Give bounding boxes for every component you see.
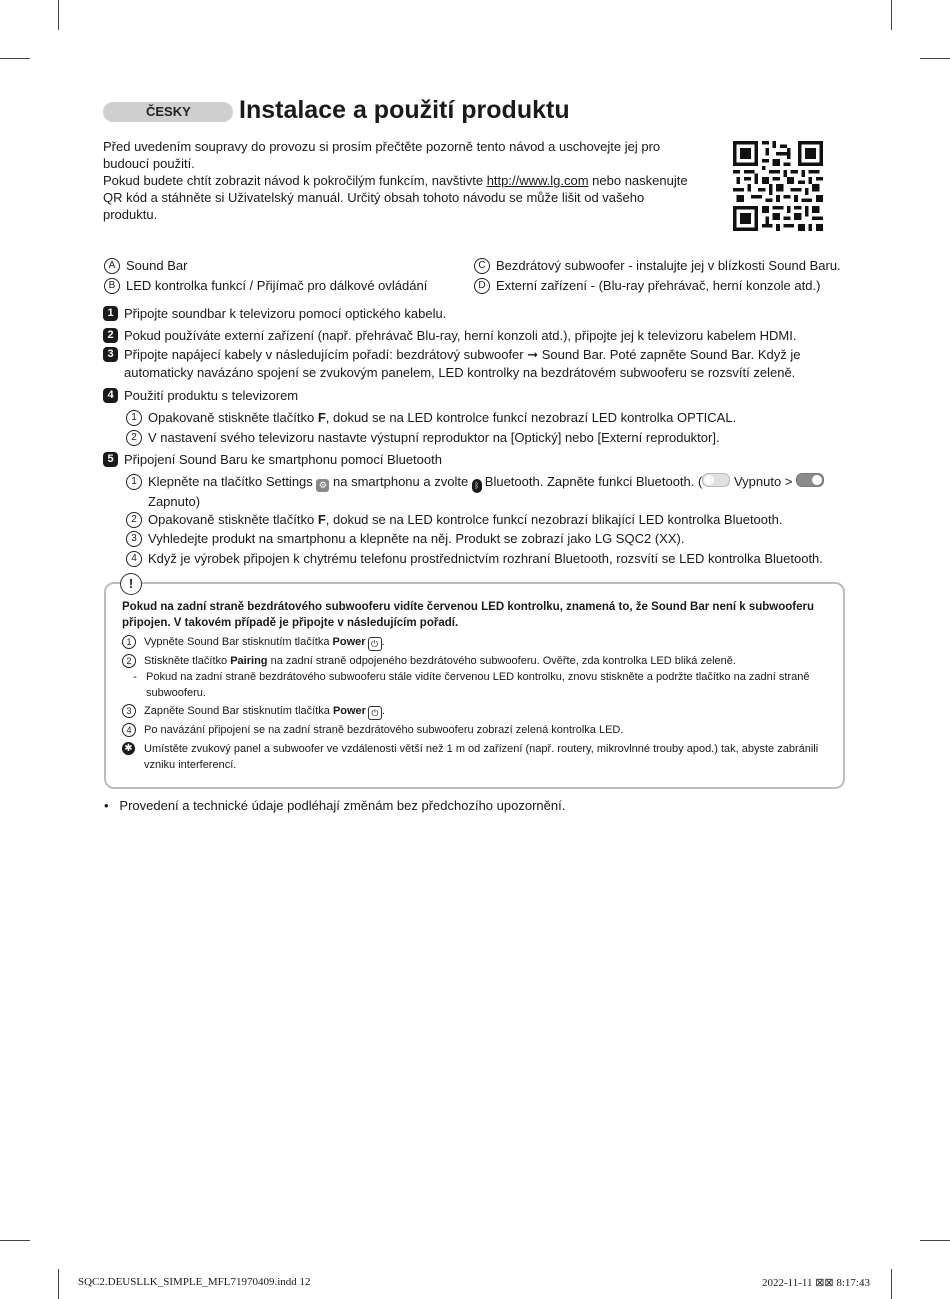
step-5 [103, 451, 843, 469]
sub-text-part: Když je výrobek připojen k chytrému telefonu prostřednictvím rozhraní [148, 551, 555, 566]
note-text-part: . [381, 636, 385, 648]
part-letter: A [104, 258, 120, 274]
crop-mark [58, 1269, 59, 1299]
tip-star-icon: ✱ [122, 742, 135, 755]
bluetooth-label: Bluetooth [723, 512, 779, 527]
sub-text-part: Opakovaně stiskněte tlačítko [148, 512, 318, 527]
sub-text-part: , dokud se na LED kontrolce funkcí nezobrazí LED kontrolka OPTICAL. [325, 410, 737, 425]
sub-text-part: Klepněte na tlačítko [148, 474, 266, 489]
sub-text [148, 511, 782, 529]
sub-text-part: , rozsvítí se LED kontrolka [609, 551, 765, 566]
step-4-sub-2 [126, 429, 846, 447]
crop-mark [920, 1240, 950, 1241]
sub-text-part: . ( [690, 474, 703, 489]
power-icon: ⏻ [368, 706, 382, 720]
footer-timestamp: 2022-11-11 ⊠⊠ 8:17:43 [761, 1277, 870, 1289]
sub-text-part: ) [195, 494, 201, 509]
toggle-off-icon [702, 473, 730, 487]
sub-number: 3 [126, 531, 142, 547]
step-4 [103, 387, 843, 405]
key-label: Power [332, 636, 366, 648]
note-text-part: . [381, 705, 386, 717]
note-item-4 [122, 722, 832, 738]
step-text [124, 346, 843, 382]
parts-list-left [104, 256, 427, 296]
note-text-part: Stiskněte tlačítko [144, 655, 231, 667]
step-number: 4 [103, 388, 118, 403]
dash-marker: - [133, 671, 137, 683]
crop-mark [891, 0, 892, 30]
step-text: Připojení Sound Baru ke smartphonu pomocí Bluetooth [124, 452, 442, 467]
sub-text-part: . Zapněte funkci [539, 474, 636, 489]
part-label: Externí zařízení - (Blu-ray přehrávač, herní konzole atd.) [496, 278, 821, 293]
chevron-right-icon: > [781, 474, 797, 489]
footnote [104, 797, 565, 815]
footnote-text: Provedení a technické údaje podléhají změnám bez předchozího upozornění. [119, 798, 566, 813]
bluetooth-label: Bluetooth [635, 474, 691, 489]
key-label: F [317, 512, 326, 527]
step-text: Použití produktu s televizorem [124, 388, 299, 403]
note-item-1 [122, 634, 832, 651]
parts-list-right [474, 256, 841, 296]
intro-line-2 [103, 172, 693, 223]
step-text-part: Připojte napájecí kabely v následujícím pořadí: bezdrátový subwoofer [124, 347, 528, 362]
qr-code-icon[interactable] [733, 141, 823, 231]
step-number: 5 [103, 452, 118, 467]
sub-number: 4 [126, 551, 142, 567]
intro-text-part: nebo naskenujte QR kód a stáhněte si Uživatelský manuál. Určitý obsah tohoto návodu se může lišit od vašeho produktu. [103, 173, 688, 222]
settings-gear-icon: ⚙ [316, 479, 329, 492]
crop-mark [0, 1240, 30, 1241]
note-text-part: na zadní straně odpojeného bezdrátového subwooferu. Ověřte, zda kontrolka LED bliká zeleně. [267, 655, 736, 667]
note-tip [122, 741, 832, 773]
step-text-part: Sound Bar. Poté zapněte Sound Bar. Když je automaticky navázáno spojení se zvukovým panelem, LED kontrolky na bezdrátovém subwooferu se rozsvítí zeleně. [124, 347, 801, 380]
sub-text [148, 473, 846, 511]
step-3 [103, 346, 843, 382]
sub-text-part: . [819, 551, 823, 566]
bluetooth-icon: ᛒ [472, 479, 482, 493]
part-letter: B [104, 278, 120, 294]
step-5-sub-1 [126, 473, 846, 511]
step-4-sub-1 [126, 409, 846, 427]
sub-text: V nastavení svého televizoru nastavte výstupní reproduktor na [Optický] nebo [Externí reproduktor]. [148, 430, 720, 445]
step-number: 3 [103, 347, 118, 362]
step-text: Připojte soundbar k televizoru pomocí optického kabelu. [124, 306, 447, 321]
intro-text-part: Pokud budete chtít zobrazit návod k pokročilým funkcím, navštivte [103, 173, 487, 188]
note-number: 2 [122, 654, 136, 668]
part-letter: C [474, 258, 490, 274]
part-label: LED kontrolka funkcí / Přijímač pro dálkové ovládání [126, 278, 428, 293]
sub-text [148, 409, 736, 427]
step-1 [103, 305, 843, 323]
note-text [144, 653, 736, 669]
sub-number: 2 [126, 430, 142, 446]
note-text [144, 703, 385, 720]
note-number: 3 [122, 704, 136, 718]
crop-mark [0, 58, 30, 59]
list-item [104, 276, 427, 296]
sub-text [148, 550, 823, 568]
crop-mark [891, 1269, 892, 1299]
key-label: Pairing [230, 655, 268, 667]
arrow-right-icon: ➞ [527, 347, 539, 362]
note-item-3 [122, 703, 832, 720]
intro-text [103, 138, 693, 223]
step-text: Pokud používáte externí zařízení (např. přehrávač Blu-ray, herní konzoli atd.), připojte jej k televizoru kabelem HDMI. [124, 328, 797, 343]
sub-text-part: . [778, 512, 783, 527]
note-text: Pokud na zadní straně bezdrátového subwooferu stále vidíte červenou LED kontrolku, znovu stiskněte a podržte tlačítko na zadní straně subwooferu. [146, 671, 810, 699]
step-5-sub-3 [126, 530, 846, 548]
sub-text-part: Opakovaně stiskněte tlačítko [148, 410, 318, 425]
sub-text-part: na smartphonu a zvolte [329, 474, 472, 489]
step-number: 1 [103, 306, 118, 321]
crop-mark [58, 0, 59, 30]
toggle-on-icon [796, 473, 824, 487]
note-text-part: Vypněte Sound Bar stisknutím tlačítka [144, 636, 333, 648]
footer-file-name: SQC2.DEUSLLK_SIMPLE_MFL71970409.indd 12 [78, 1276, 311, 1288]
language-badge: ČESKY [103, 102, 233, 122]
list-item [104, 256, 427, 276]
settings-label: Settings [265, 474, 313, 489]
sub-number: 1 [126, 474, 142, 490]
sub-number: 2 [126, 512, 142, 528]
step-number: 2 [103, 328, 118, 343]
bluetooth-label: Bluetooth [764, 551, 820, 566]
sub-number: 1 [126, 410, 142, 426]
key-label: Power [332, 705, 366, 717]
bluetooth-label: Bluetooth [554, 551, 610, 566]
toggle-off-label: Vypnuto [733, 474, 782, 489]
note-text [144, 634, 385, 651]
bullet: • [104, 798, 109, 813]
lg-website-link[interactable]: http://www.lg.com [486, 173, 589, 188]
note-number: 4 [122, 723, 136, 737]
toggle-on-label: Zapnuto [148, 494, 196, 509]
note-item-2-dash [124, 669, 824, 701]
page-title: Instalace a použití produktu [239, 96, 570, 124]
list-item [474, 276, 841, 296]
sub-text-part: , dokud se na LED kontrolce funkcí nezobrazí blikající LED kontrolka [325, 512, 724, 527]
key-label: F [317, 410, 326, 425]
part-letter: D [474, 278, 490, 294]
note-text-part: Zapněte Sound Bar stisknutím tlačítka [144, 705, 333, 717]
warning-icon: ! [120, 573, 142, 595]
note-lead: Pokud na zadní straně bezdrátového subwooferu vidíte červenou LED kontrolku, znamená to, že Sound Bar není k subwooferu připojen. V takovém případě je připojte v následujícím pořadí. [122, 601, 815, 629]
note-text: Umístěte zvukový panel a subwoofer ve vzdálenosti větší než 1 m od zařízení (např. routery, mikrovlnné trouby apod.) tak, abyste zabránili vzniku interferencí. [144, 743, 819, 771]
part-label: Bezdrátový subwoofer - instalujte jej v blízkosti Sound Baru. [496, 258, 841, 273]
note-number: 1 [122, 635, 136, 649]
intro-line-1: Před uvedením soupravy do provozu si prosím přečtěte pozorně tento návod a uschovejte jej pro budoucí použití. [103, 139, 661, 171]
step-5-sub-2 [126, 511, 846, 529]
list-item [474, 256, 841, 276]
bluetooth-label: Bluetooth [484, 474, 540, 489]
sub-text: Vyhledejte produkt na smartphonu a klepněte na něj. Produkt se zobrazí jako LG SQC2 (XX). [148, 531, 685, 546]
power-icon: ⏻ [368, 637, 382, 651]
crop-mark [920, 58, 950, 59]
note-item-2 [122, 653, 832, 669]
step-2 [103, 327, 843, 345]
note-text: Po navázání připojení se na zadní straně bezdrátového subwooferu zobrazí zelená kontrolka LED. [144, 724, 624, 736]
part-label: Sound Bar [126, 258, 188, 273]
step-5-sub-4 [126, 550, 846, 568]
